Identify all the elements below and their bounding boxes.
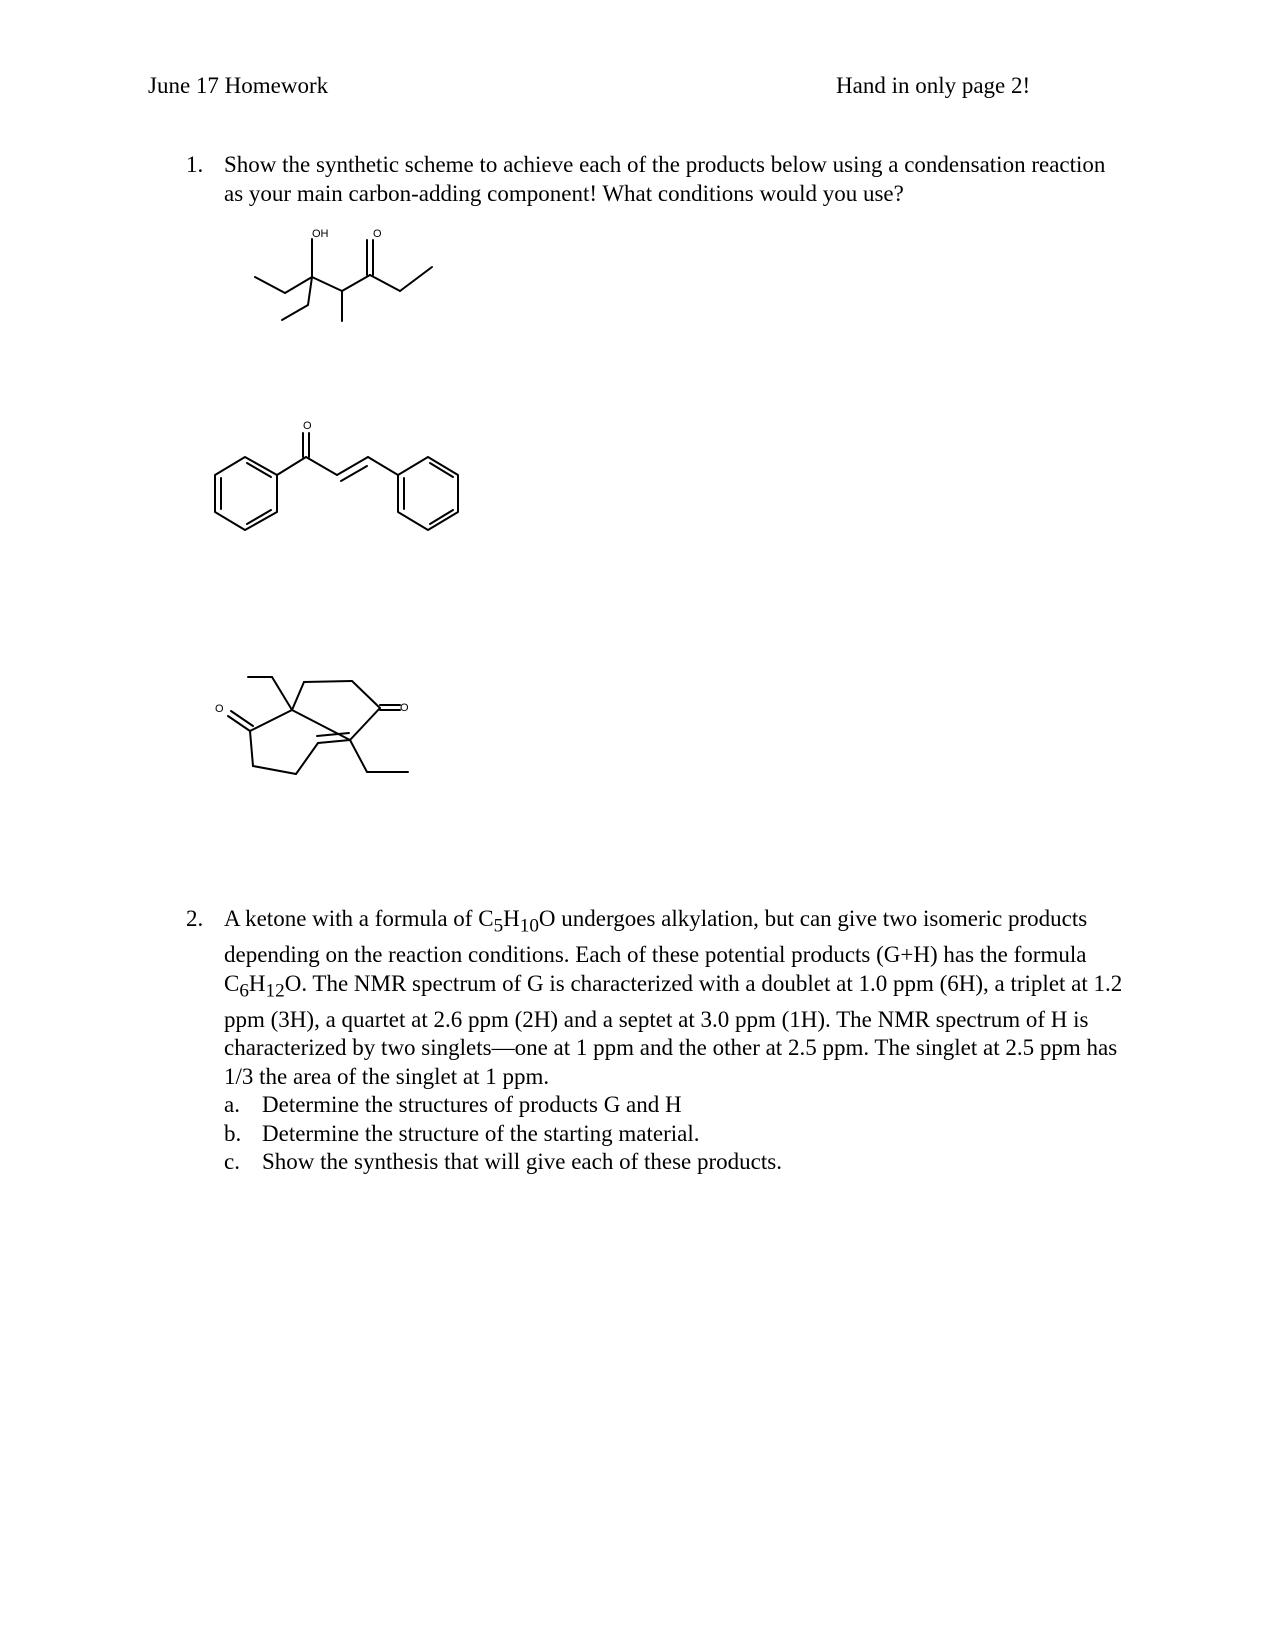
subpart-label: a. xyxy=(224,1092,240,1118)
structure-bicyclic-enone xyxy=(210,665,425,785)
question-2-text: A ketone with a formula of $C_5H_{10}O$ undergoes alkylation, but can give two isomeric products depending on the reaction conditions. Each of these potential products (G+H) has the formula $C_6H_{12}O$. The NMR spectrum of G is characterized with a doublet at 1.0 ppm (6H), a triplet at 1.2 ppm (3H), a quartet at 2.6 ppm (2H) and a septet at 3.0 ppm (1H). The NMR spectrum of H is characterized by two singlets—one at 1 ppm and the other at 2.5 ppm. The singlet at 2.5 ppm has 1/3 the area of the singlet at 1 ppm. xyxy=(224,906,1123,1089)
subpart-a xyxy=(224,1091,1126,1120)
subpart-text: Show the synthesis that will give each of these products. xyxy=(262,1149,782,1175)
subpart-label: c. xyxy=(224,1149,240,1175)
subpart-text: Determine the structures of products G and H xyxy=(262,1092,682,1118)
header-right: Hand in only page 2! xyxy=(836,73,1031,98)
question-1 xyxy=(186,151,1126,208)
question-1-number: 1. xyxy=(186,152,204,177)
subpart-c xyxy=(224,1148,1126,1177)
question-1-text: Show the synthetic scheme to achieve each of the products below using a condensation reaction as your main carbon-adding component! What conditions would you use? xyxy=(224,152,1106,206)
oh-label: OH xyxy=(312,228,329,240)
header-left: June 17 Homework xyxy=(148,73,329,98)
subpart-label: b. xyxy=(224,1120,242,1146)
subpart-b xyxy=(224,1120,1126,1149)
oxygen-label-left: O xyxy=(215,703,224,715)
structure-chalcone xyxy=(205,415,475,540)
oxygen-label-right: O xyxy=(400,702,409,714)
subpart-text: Determine the structure of the starting material. xyxy=(262,1120,700,1146)
question-2-number: 2. xyxy=(186,906,204,931)
question-2 xyxy=(186,905,1126,1177)
oxygen-label: O xyxy=(303,420,312,432)
oxygen-label: O xyxy=(373,228,382,240)
structure-aldol-product xyxy=(250,225,450,330)
